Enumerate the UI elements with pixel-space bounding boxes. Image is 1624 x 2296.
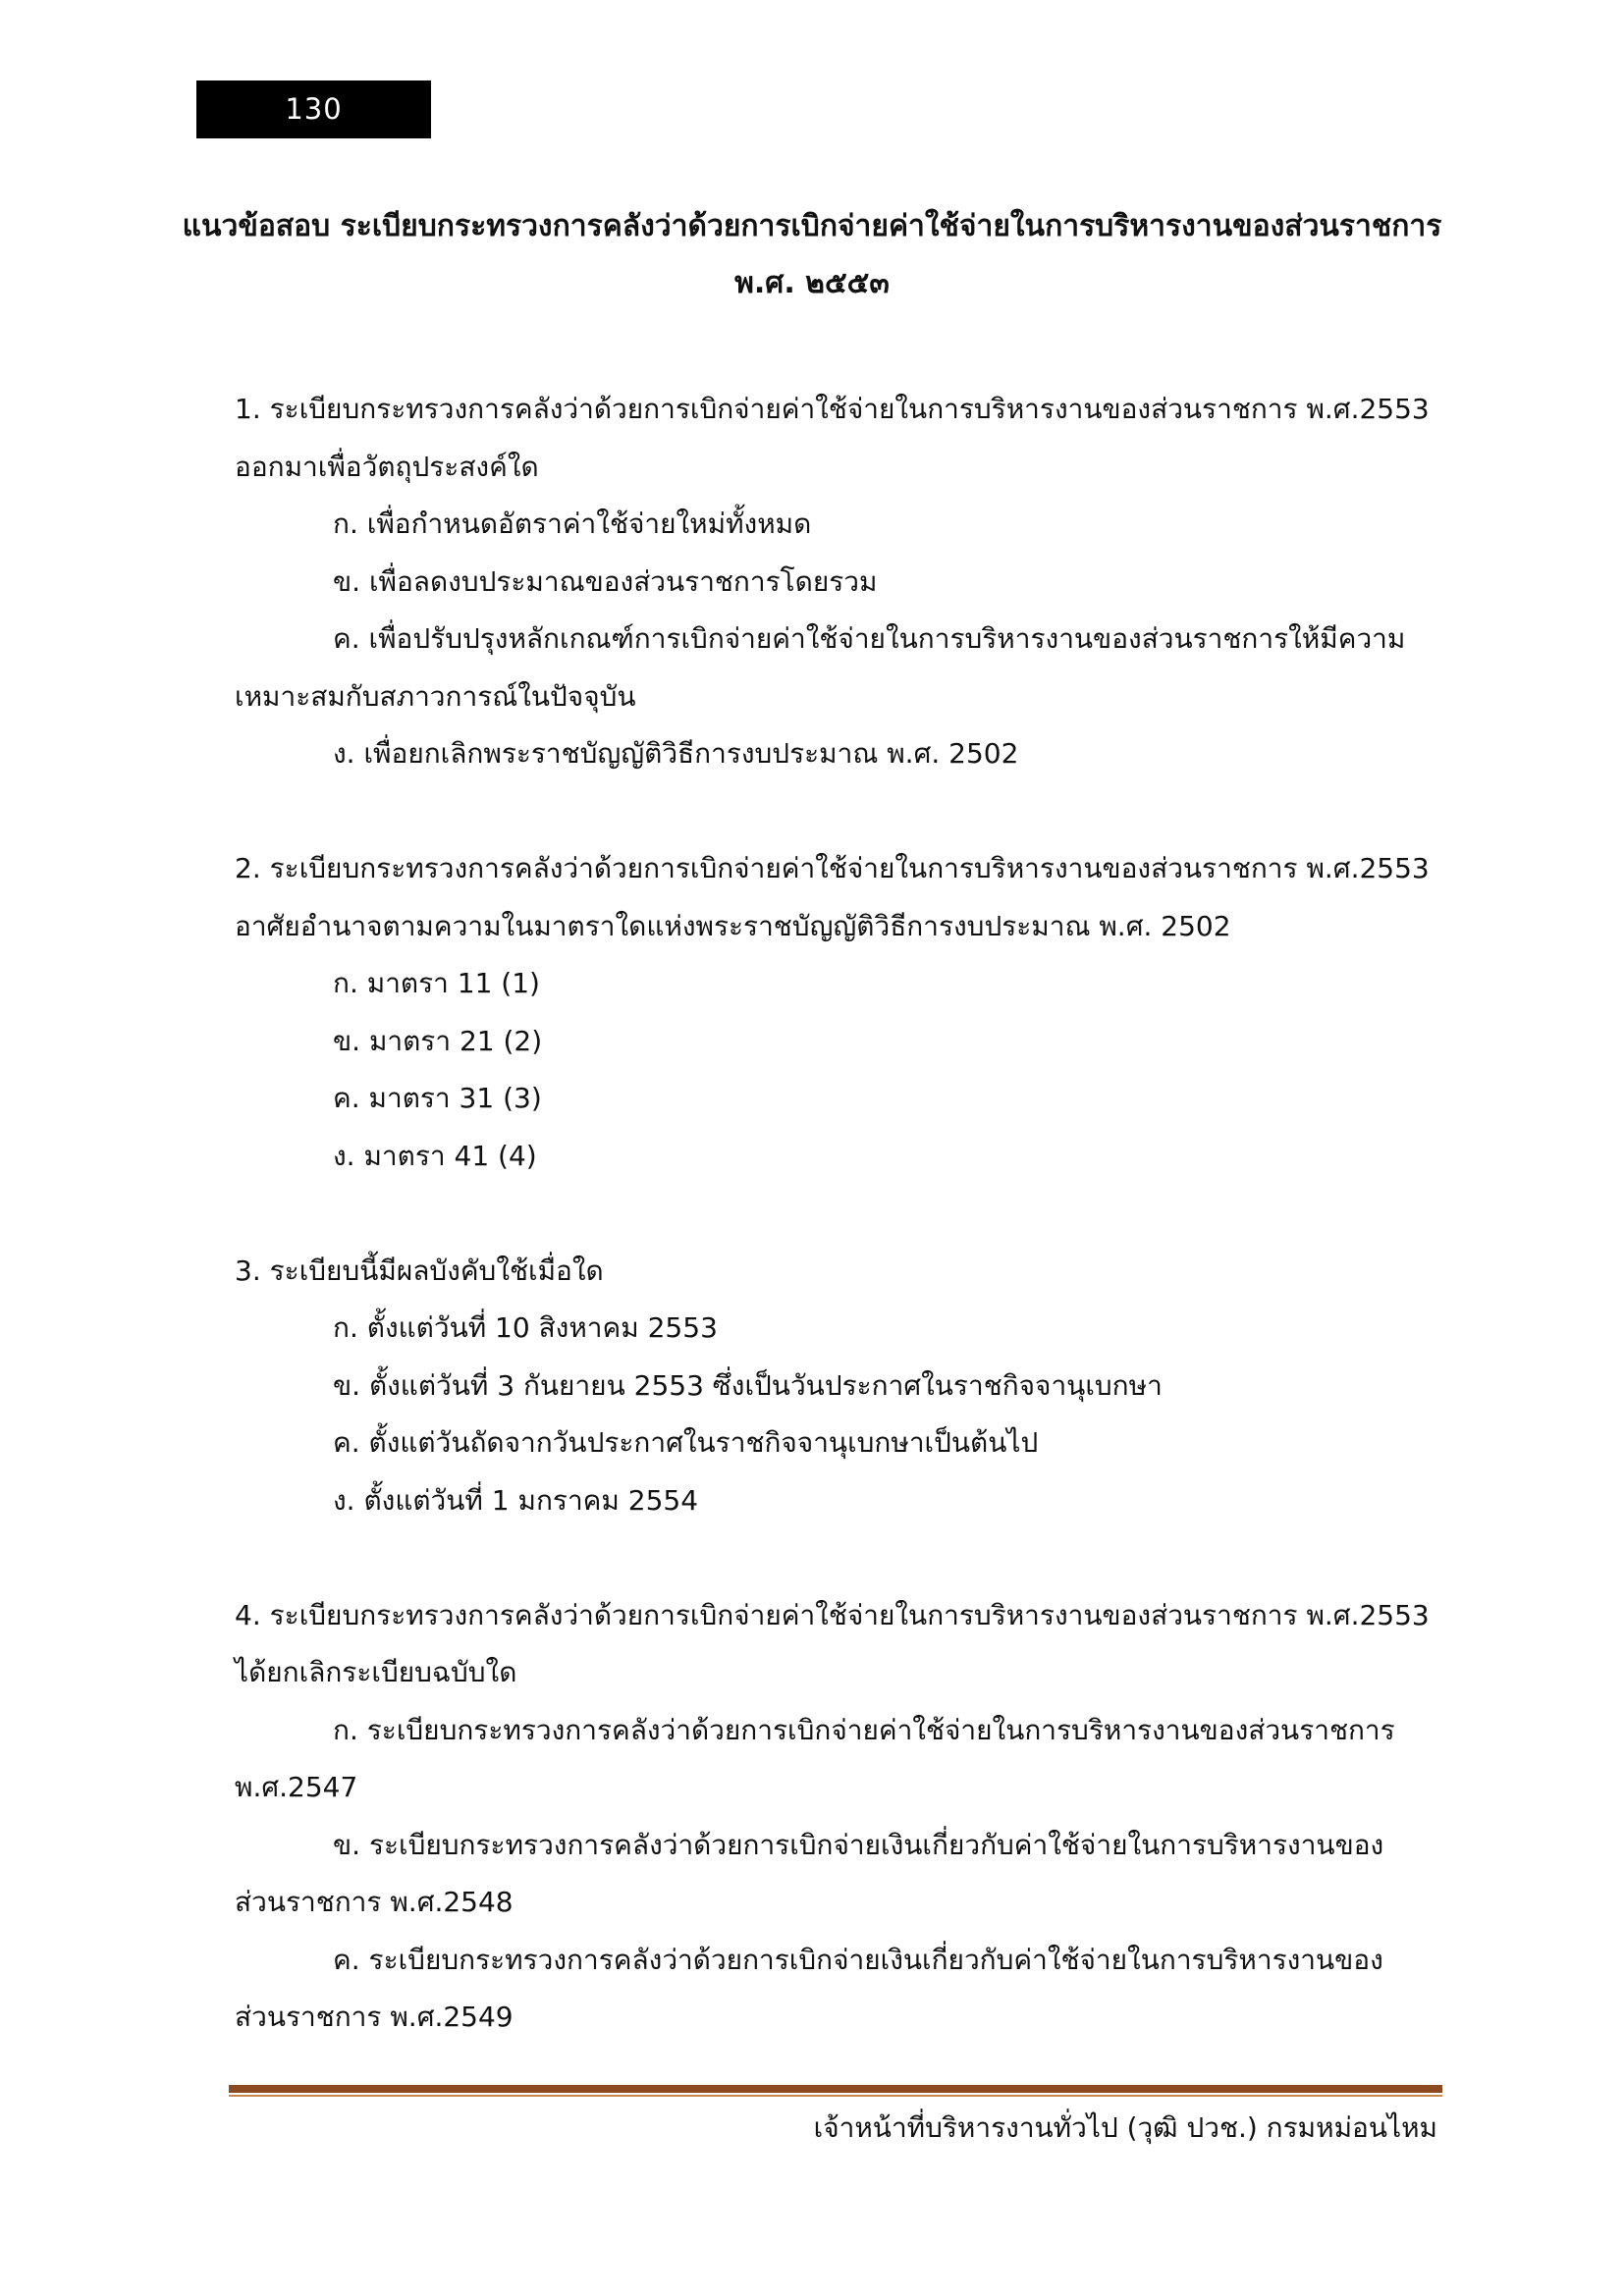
question-text: 2. ระเบียบกระทรวงการคลังว่าด้วยการเบิกจ่ายค่าใช้จ่ายในการบริหารงานของส่วนราชการ พ.ศ.2553 อาศัยอำนาจตามความในมาตราใดแห่งพระราชบัญญัติวิธีการงบประมาณ พ.ศ. 2502	[235, 852, 1430, 942]
choice-a: ก. ระเบียบกระทรวงการคลังว่าด้วยการเบิกจ่ายค่าใช้จ่ายในการบริหารงานของส่วนราชการ พ.ศ.2547	[235, 1713, 1395, 1803]
question-text: 4. ระเบียบกระทรวงการคลังว่าด้วยการเบิกจ่ายค่าใช้จ่ายในการบริหารงานของส่วนราชการ พ.ศ.2553 ได้ยกเลิกระเบียบฉบับใด	[235, 1598, 1430, 1688]
choice-d: ง. เพื่อยกเลิกพระราชบัญญัติวิธีการงบประมาณ พ.ศ. 2502	[333, 737, 1019, 770]
choice-b: ข. ระเบียบกระทรวงการคลังว่าด้วยการเบิกจ่ายเงินเกี่ยวกับค่าใช้จ่ายในการบริหารงานของส่วนราชการ พ.ศ.2548	[235, 1828, 1384, 1918]
choice-c: ค. ตั้งแต่วันถัดจากวันประกาศในราชกิจจานุเบกษาเป็นต้นไป	[333, 1426, 1039, 1459]
choice-c: ค. ระเบียบกระทรวงการคลังว่าด้วยการเบิกจ่ายเงินเกี่ยวกับค่าใช้จ่ายในการบริหารงานของส่วนราชการ พ.ศ.2549	[235, 1943, 1383, 2033]
choice-b: ข. ตั้งแต่วันที่ 3 กันยายน 2553 ซึ่งเป็นวันประกาศในราชกิจจานุเบกษา	[333, 1368, 1163, 1402]
choice-d: ง. ตั้งแต่วันที่ 1 มกราคม 2554	[333, 1483, 699, 1517]
footer-divider	[229, 2085, 1442, 2093]
choice-c: ค. มาตรา 31 (3)	[333, 1082, 542, 1114]
choice-a: ก. ตั้งแต่วันที่ 10 สิงหาคม 2553	[333, 1311, 718, 1344]
footer-divider-accent	[229, 2095, 1442, 2097]
page-title: แนวข้อสอบ ระเบียบกระทรวงการคลังว่าด้วยการเบิกจ่ายค่าใช้จ่ายในการบริหารงานของส่วนราชการ	[182, 209, 1442, 243]
page-title-year: พ.ศ. ๒๕๕๓	[734, 266, 890, 300]
choice-a: ก. มาตรา 11 (1)	[333, 967, 540, 999]
question-text: 1. ระเบียบกระทรวงการคลังว่าด้วยการเบิกจ่ายค่าใช้จ่ายในการบริหารงานของส่วนราชการ พ.ศ.2553 ออกมาเพื่อวัตถุประสงค์ใด	[235, 393, 1430, 483]
choice-a: ก. เพื่อกำหนดอัตราค่าใช้จ่ายใหม่ทั้งหมด	[333, 507, 812, 540]
choice-d: ง. มาตรา 41 (4)	[333, 1139, 537, 1172]
footer-organization: เจ้าหน้าที่บริหารงานทั่วไป (วุฒิ ปวช.) กรมหม่อนไหม	[813, 2111, 1437, 2144]
page-number: 130	[196, 80, 431, 138]
choice-b: ข. เพื่อลดงบประมาณของส่วนราชการโดยรวม	[333, 564, 878, 598]
choice-b: ข. มาตรา 21 (2)	[333, 1024, 543, 1057]
question-3	[235, 1243, 1433, 1530]
question-1	[235, 381, 1433, 783]
choice-c: ค. เพื่อปรับปรุงหลักเกณฑ์การเบิกจ่ายค่าใช้จ่ายในการบริหารงานของส่วนราชการให้มีความเหมาะสมกับสภาวการณ์ในปัจจุบัน	[235, 622, 1406, 713]
question-4	[235, 1587, 1433, 2047]
question-text: 3. ระเบียบนี้มีผลบังคับใช้เมื่อใด	[235, 1254, 604, 1287]
question-2	[235, 840, 1433, 1185]
question-list	[235, 381, 1433, 2047]
